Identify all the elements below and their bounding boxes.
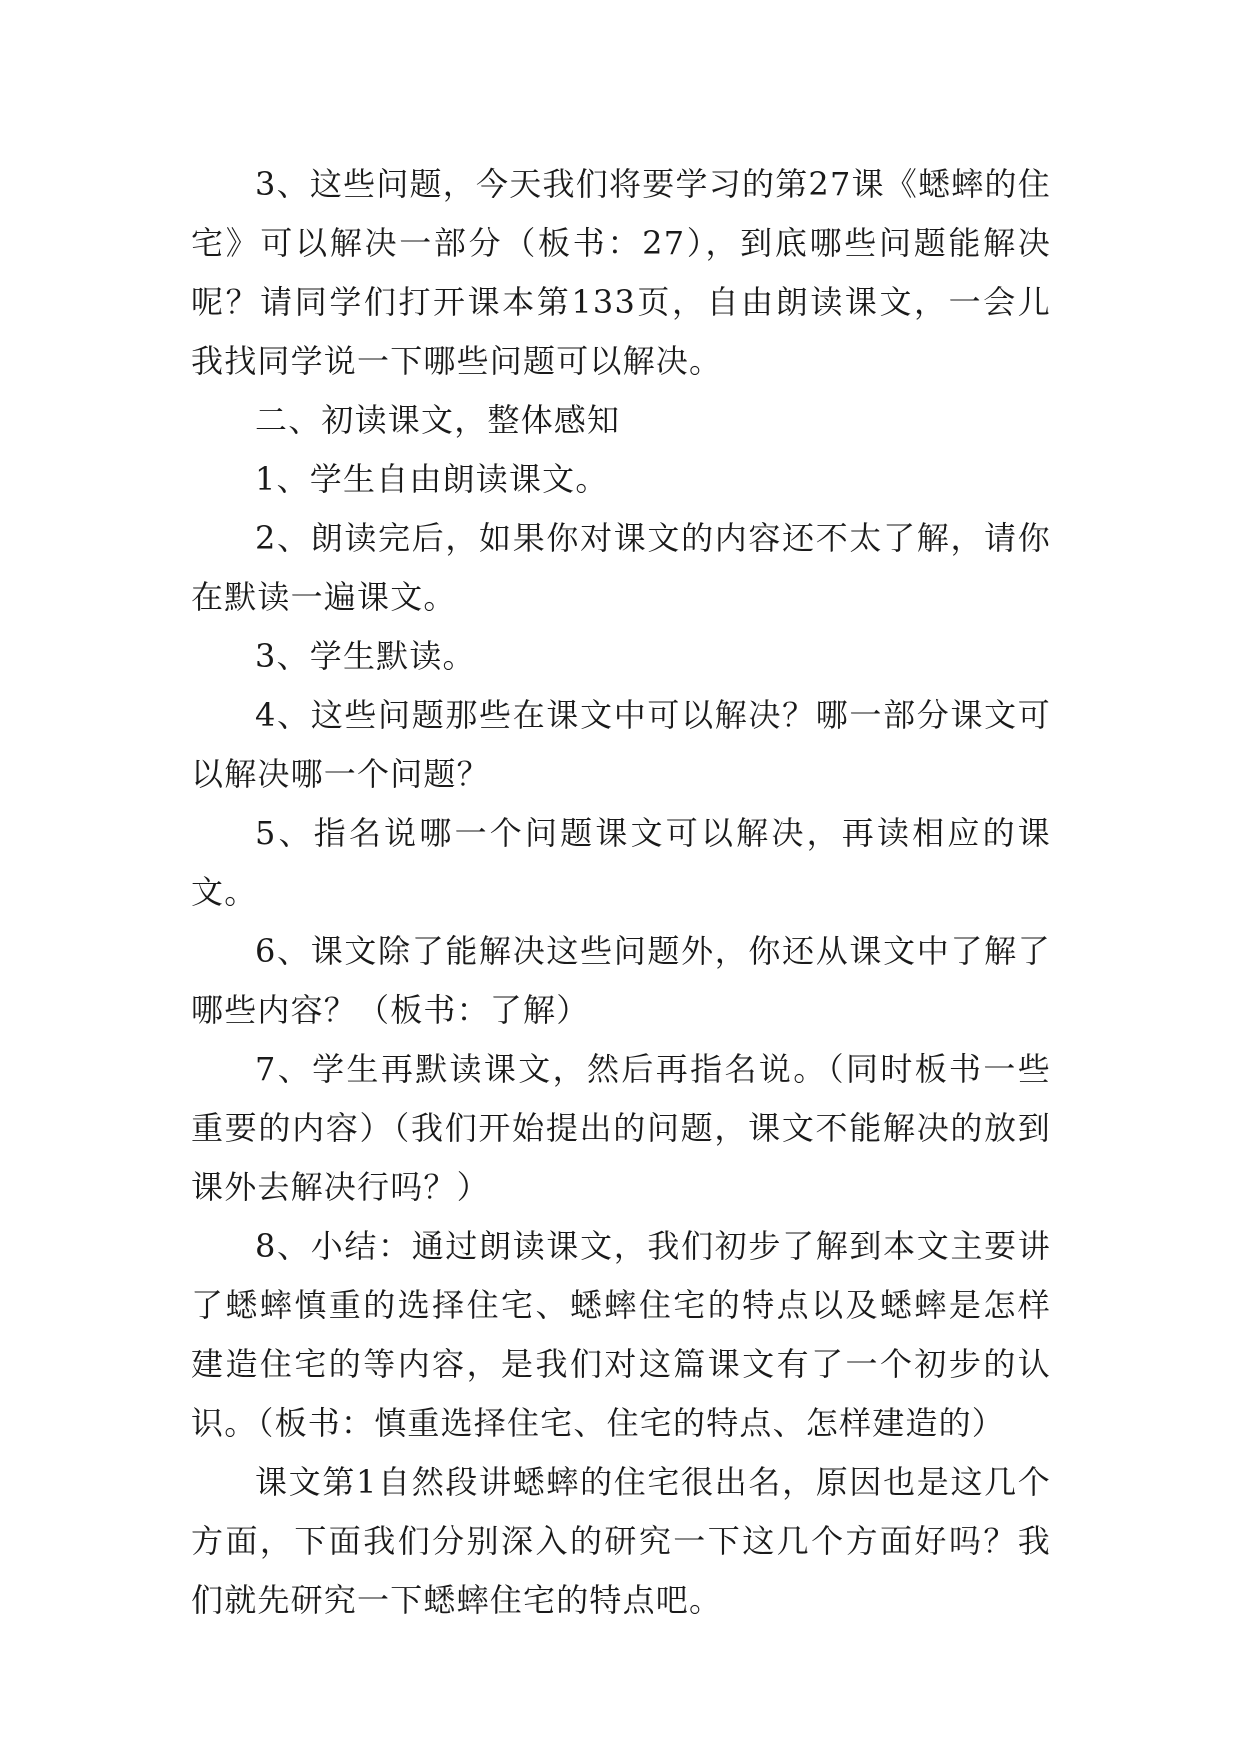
paragraph-closing: 课文第1自然段讲蟋蟀的住宅很出名，原因也是这几个方面，下面我们分别深入的研究一下这几个方面好吗？我们就先研究一下蟋蟀住宅的特点吧。 (191, 1463, 1051, 1619)
paragraph-step-2: 2、朗读完后，如果你对课文的内容还不太了解，请你在默读一遍课文。 (191, 519, 1051, 616)
paragraph-step-3-silent-reading: 3、学生默读。 (255, 637, 476, 675)
paragraph-step-3: 3、这些问题，今天我们将要学习的第27课《蟋蟀的住宅》可以解决一部分（板书：27），到底哪些问题能解决呢？请同学们打开课本第133页，自由朗读课文，一会儿我找同学说一下哪些问题可以解决。 (191, 165, 1051, 380)
paragraph-step-6: 6、课文除了能解决这些问题外，你还从课文中了解了哪些内容？（板书：了解） (191, 932, 1051, 1029)
paragraph-step-5: 5、指名说哪一个问题课文可以解决，再读相应的课文。 (191, 814, 1051, 911)
document-body (191, 155, 1051, 1630)
paragraph-step-7: 7、学生再默读课文，然后再指名说。（同时板书一些重要的内容）（我们开始提出的问题，课文不能解决的放到课外去解决行吗？） (191, 1050, 1051, 1206)
section-heading-initial-reading: 二、初读课文，整体感知 (255, 401, 621, 439)
paragraph-step-4: 4、这些问题那些在课文中可以解决？哪一部分课文可以解决哪一个问题？ (191, 696, 1051, 793)
paragraph-step-1: 1、学生自由朗读课文。 (255, 460, 609, 498)
paragraph-step-8-summary: 8、小结：通过朗读课文，我们初步了解到本文主要讲了蟋蟀慎重的选择住宅、蟋蟀住宅的特点以及蟋蟀是怎样建造住宅的等内容，是我们对这篇课文有了一个初步的认识。（板书：慎重选择住宅、住宅的特点、怎样建造的） (191, 1227, 1051, 1442)
